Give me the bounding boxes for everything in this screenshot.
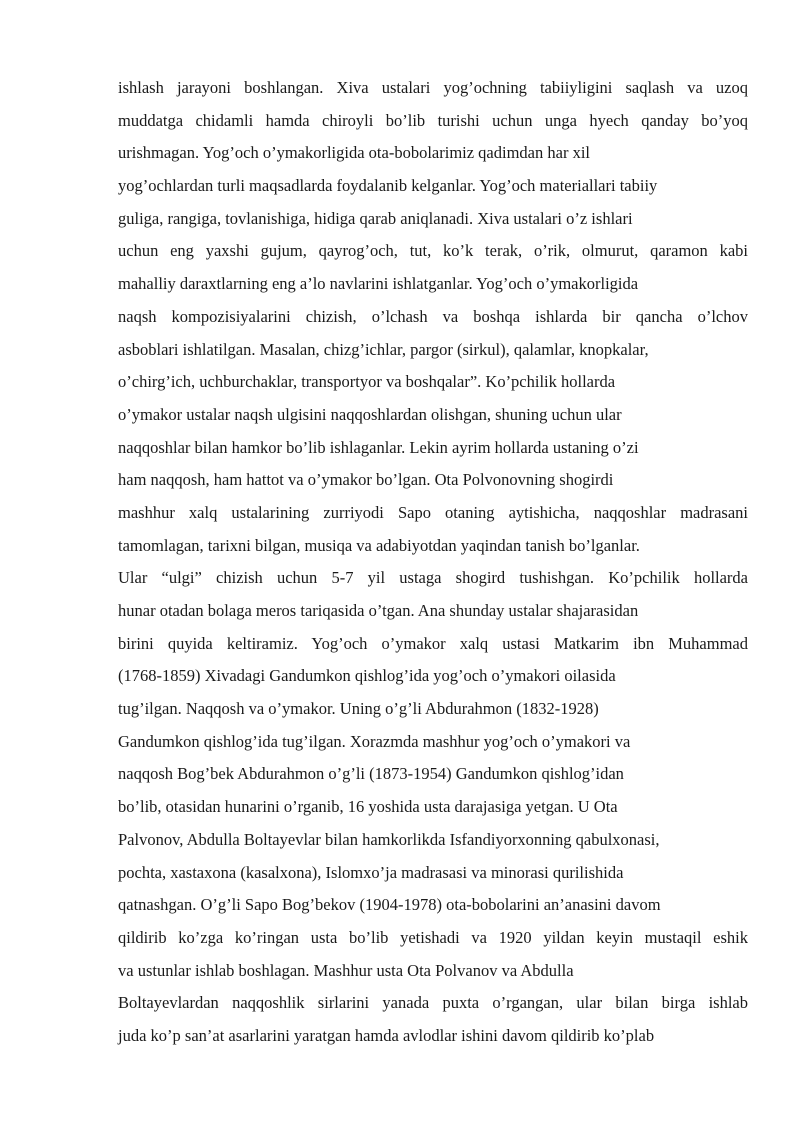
text-line: Gandumkon qishlog’ida tug’ilgan. Xorazmda mashhur yog’och o’ymakori va bbox=[118, 731, 631, 751]
text-line: mahalliy daraxtlarning eng a’lo navlarini ishlatganlar. Yog’och o’ymakorligida bbox=[118, 274, 639, 294]
body-text bbox=[118, 72, 748, 1053]
text-line: bo’lib, otasidan hunarini o’rganib, 16 yoshida usta darajasiga yetgan. U Ota bbox=[118, 797, 618, 817]
text-line: asboblari ishlatilgan. Masalan, chizg’ichlar, pargor (sirkul), qalamlar, knopkalar, bbox=[118, 339, 649, 359]
text-line: guliga, rangiga, tovlanishiga, hidiga qarab aniqlanadi. Xiva ustalari o’z ishlari bbox=[118, 208, 633, 228]
text-line: urishmagan. Yog’och o’ymakorligida ota-bobolarimiz qadimdan har xil bbox=[118, 143, 590, 163]
text-line: o’ymakor ustalar naqsh ulgisini naqqoshlardan olishgan, shuning uchun ular bbox=[118, 404, 622, 424]
text-line: ishlash jarayoni boshlangan. Xiva ustalari yog’ochning tabiiyligini saqlash va uzoq bbox=[118, 78, 748, 97]
text-line: pochta, xastaxona (kasalxona), Islomxo’ja madrasasi va minorasi qurilishida bbox=[118, 862, 624, 882]
text-line: mashhur xalq ustalarining zurriyodi Sapo otaning aytishicha, naqqoshlar madrasani bbox=[118, 502, 748, 522]
text-line: muddatga chidamli hamda chiroyli bo’lib turishi uchun unga hyech qanday bo’yoq bbox=[118, 110, 748, 130]
text-line: juda ko’p san’at asarlarini yaratgan hamda avlodlar ishini davom qildirib ko’plab bbox=[118, 1025, 655, 1045]
text-line: Boltayevlardan naqqoshlik sirlarini yanada puxta o’rgangan, ular bilan birga ishlab bbox=[118, 993, 748, 1013]
text-line: naqqosh Bog’bek Abdurahmon o’g’li (1873-1954) Gandumkon qishlog’idan bbox=[118, 764, 624, 784]
text-line: (1768-1859) Xivadagi Gandumkon qishlog’ida yog’och o’ymakori oilasida bbox=[118, 666, 616, 686]
text-line: ham naqqosh, ham hattot va o’ymakor bo’lgan. Ota Polvonovning shogirdi bbox=[118, 470, 614, 490]
text-line: hunar otadan bolaga meros tariqasida o’tgan. Ana shunday ustalar shajarasidan bbox=[118, 601, 639, 620]
text-line: yog’ochlardan turli maqsadlarda foydalanib kelganlar. Yog’och materiallari tabiiy bbox=[118, 176, 658, 196]
text-line: qildirib ko’zga ko’ringan usta bo’lib yetishadi va 1920 yildan keyin mustaqil eshik bbox=[118, 927, 748, 947]
text-line: naqqoshlar bilan hamkor bo’lib ishlaganlar. Lekin ayrim hollarda ustaning o’zi bbox=[118, 437, 639, 457]
text-line: birini quyida keltiramiz. Yog’och o’ymakor xalq ustasi Matkarim ibn Muhammad bbox=[118, 633, 748, 653]
text-line: qatnashgan. O’g’li Sapo Bog’bekov (1904-1978) ota-bobolarini an’anasini davom bbox=[118, 895, 661, 915]
text-line: naqsh kompozisiyalarini chizish, o’lchash va boshqa ishlarda bir qancha o’lchov bbox=[118, 306, 748, 326]
text-line: uchun eng yaxshi gujum, qayrog’och, tut, ko’k terak, o’rik, olmurut, qaramon kabi bbox=[118, 241, 748, 261]
text-line: Ular “ulgi” chizish uchun 5-7 yil ustaga shogird tushishgan. Ko’pchilik hollarda bbox=[118, 568, 748, 588]
text-line: tug’ilgan. Naqqosh va o’ymakor. Uning o’g’li Abdurahmon (1832-1928) bbox=[118, 699, 599, 719]
text-line: va ustunlar ishlab boshlagan. Mashhur usta Ota Polvanov va Abdulla bbox=[118, 960, 574, 980]
text-line: tamomlagan, tarixni bilgan, musiqa va adabiyotdan yaqindan tanish bo’lganlar. bbox=[118, 535, 640, 555]
text-line: o’chirg’ich, uchburchaklar, transportyor va boshqalar”. Ko’pchilik hollarda bbox=[118, 372, 616, 392]
text-line: Palvonov, Abdulla Boltayevlar bilan hamkorlikda Isfandiyorxonning qabulxonasi, bbox=[118, 829, 660, 849]
